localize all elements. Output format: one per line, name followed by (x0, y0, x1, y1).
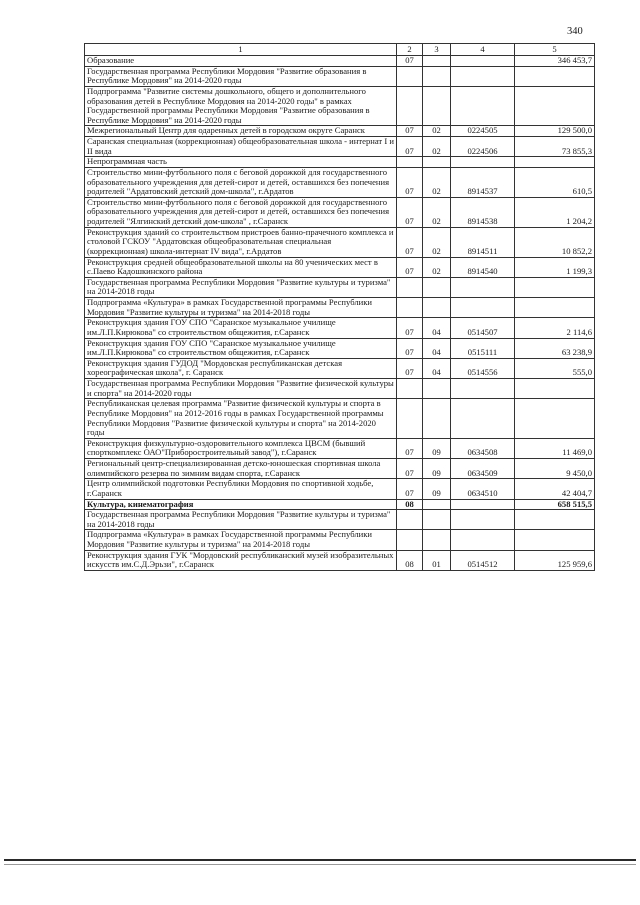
row-subsection: 09 (423, 438, 451, 458)
row-subsection: 02 (423, 227, 451, 257)
table-row (85, 227, 595, 257)
row-section (397, 530, 423, 550)
row-amount (515, 510, 595, 530)
row-amount: 10 852,2 (515, 227, 595, 257)
table-row (85, 530, 595, 550)
row-section: 07 (397, 257, 423, 277)
row-name: Республиканская целевая программа "Развитие физической культуры и спорта в Республике Мордовия" на 2012-2016 годы в рамках Государственной программы Республики Мордовия "Развитие физической культуры и спорта" на 2014-2020 годы (85, 399, 397, 439)
row-name: Реконструкция физкультурно-оздоровительного комплекса ЦВСМ (бывший спорткомплекс ОАО"Приборостроительный завод"), г.Саранск (85, 438, 397, 458)
row-subsection: 01 (423, 550, 451, 570)
row-subsection (423, 510, 451, 530)
row-subsection (423, 56, 451, 67)
row-subsection (423, 157, 451, 168)
table-row (85, 56, 595, 67)
table-row (85, 479, 595, 499)
row-amount: 2 114,6 (515, 318, 595, 338)
table-row (85, 298, 595, 318)
row-subsection (423, 86, 451, 126)
row-name: Реконструкция здания ГОУ СПО "Саранское музыкальное училище им.Л.П.Кирюкова" со строительством общежития, г.Саранск (85, 338, 397, 358)
row-section: 08 (397, 499, 423, 510)
scan-edge-line-faint (4, 864, 636, 865)
row-target-code (451, 510, 515, 530)
row-section (397, 399, 423, 439)
row-name: Межрегиональный Центр для одаренных детей в городском округе Саранск (85, 126, 397, 137)
table-row (85, 157, 595, 168)
row-amount (515, 277, 595, 297)
row-amount: 1 204,2 (515, 197, 595, 227)
row-section (397, 379, 423, 399)
row-target-code: 0634509 (451, 459, 515, 479)
row-target-code (451, 530, 515, 550)
row-target-code: 0514512 (451, 550, 515, 570)
table-row (85, 379, 595, 399)
row-name: Реконструкция здания ГУДОД "Мордовская республиканская детская хореографическая школа", г. Саранск (85, 358, 397, 378)
row-section: 07 (397, 479, 423, 499)
header-col-2: 2 (397, 44, 423, 56)
row-subsection (423, 399, 451, 439)
header-col-1: 1 (85, 44, 397, 56)
row-amount: 9 450,0 (515, 459, 595, 479)
row-amount (515, 298, 595, 318)
row-amount: 11 469,0 (515, 438, 595, 458)
table-row (85, 126, 595, 137)
row-target-code (451, 499, 515, 510)
row-subsection (423, 499, 451, 510)
row-section: 08 (397, 550, 423, 570)
row-name: Реконструкция зданий со строительством пристроев банно-прачечного комплекса и столовой ГСКОУ "Ардатовская общеобразовательная специальная (коррекционная) школа-интернат IV вида", г.Ардатов (85, 227, 397, 257)
row-section (397, 86, 423, 126)
row-target-code: 0514507 (451, 318, 515, 338)
row-target-code: 0514556 (451, 358, 515, 378)
row-subsection: 02 (423, 137, 451, 157)
row-subsection: 09 (423, 459, 451, 479)
row-section: 07 (397, 358, 423, 378)
row-subsection: 02 (423, 126, 451, 137)
row-subsection: 09 (423, 479, 451, 499)
table-row (85, 167, 595, 197)
row-name: Саранская специальная (коррекционная) общеобразовательная школа - интернат I и II вида (85, 137, 397, 157)
row-subsection (423, 66, 451, 86)
row-amount: 610,5 (515, 167, 595, 197)
row-name: Реконструкция здания ГУК "Мордовский республиканский музей изобразительных искусств им.С.Д.Эрьзи", г.Саранск (85, 550, 397, 570)
row-name: Непрограммная часть (85, 157, 397, 168)
row-amount (515, 379, 595, 399)
row-section (397, 277, 423, 297)
row-target-code: 0515111 (451, 338, 515, 358)
row-subsection (423, 379, 451, 399)
row-section: 07 (397, 167, 423, 197)
row-name: Подпрограмма «Культура» в рамках Государственной программы Республики Мордовия "Развитие культуры и туризма" на 2014-2018 годы (85, 530, 397, 550)
row-subsection (423, 530, 451, 550)
row-subsection: 04 (423, 358, 451, 378)
row-target-code (451, 66, 515, 86)
table-row (85, 86, 595, 126)
row-target-code: 0634508 (451, 438, 515, 458)
table-row (85, 338, 595, 358)
row-section (397, 298, 423, 318)
row-amount: 1 199,3 (515, 257, 595, 277)
row-section: 07 (397, 438, 423, 458)
row-target-code: 0224506 (451, 137, 515, 157)
row-section: 07 (397, 126, 423, 137)
table-row (85, 66, 595, 86)
row-section: 07 (397, 459, 423, 479)
table-row (85, 197, 595, 227)
row-amount (515, 530, 595, 550)
row-name: Образование (85, 56, 397, 67)
table-row (85, 459, 595, 479)
row-subsection: 02 (423, 257, 451, 277)
table-row (85, 438, 595, 458)
row-name: Подпрограмма «Культура» в рамках Государственной программы Республики Мордовия "Развитие культуры и туризма" на 2014-2018 годы (85, 298, 397, 318)
row-name: Строительство мини-футбольного поля с беговой дорожкой для государственного образовательного учреждения для детей-сирот и детей, оставшихся без попечения родителей "Ялгинский детский дом-школа" , г.Саранск (85, 197, 397, 227)
table-row (85, 358, 595, 378)
row-section (397, 66, 423, 86)
row-amount (515, 399, 595, 439)
row-name: Региональный центр-специализированная детско-юношеская спортивная школа олимпийского резерва по зимним видам спорта, г.Саранск (85, 459, 397, 479)
row-target-code: 8914511 (451, 227, 515, 257)
row-target-code (451, 157, 515, 168)
row-target-code (451, 86, 515, 126)
table-row (85, 510, 595, 530)
row-target-code (451, 298, 515, 318)
table-row (85, 137, 595, 157)
row-amount: 658 515,5 (515, 499, 595, 510)
row-amount: 125 959,6 (515, 550, 595, 570)
row-section (397, 510, 423, 530)
row-subsection: 02 (423, 167, 451, 197)
row-amount: 42 404,7 (515, 479, 595, 499)
row-name: Реконструкция средней общеобразовательной школы на 80 ученических мест в с.Паево Кадошкинского района (85, 257, 397, 277)
table-row (85, 277, 595, 297)
table-row (85, 550, 595, 570)
row-amount: 555,0 (515, 358, 595, 378)
header-col-4: 4 (451, 44, 515, 56)
row-section: 07 (397, 338, 423, 358)
row-name: Государственная программа Республики Мордовия "Развитие физической культуры и спорта" на 2014-2020 годы (85, 379, 397, 399)
table-row (85, 318, 595, 338)
header-col-3: 3 (423, 44, 451, 56)
table-row (85, 399, 595, 439)
row-name: Государственная программа Республики Мордовия "Развитие образования в Республике Мордовия" на 2014-2020 годы (85, 66, 397, 86)
row-target-code (451, 399, 515, 439)
row-name: Подпрограмма "Развитие системы дошкольного, общего и дополнительного образования детей в Республике Мордовия на 2014-2020 годы" в рамках Государственной программы Республики Мордовия "Развитие образования в Республике Мордовия" на 2014-2020 годы (85, 86, 397, 126)
row-target-code: 8914540 (451, 257, 515, 277)
row-amount: 63 238,9 (515, 338, 595, 358)
row-target-code: 8914537 (451, 167, 515, 197)
row-amount (515, 66, 595, 86)
row-amount (515, 86, 595, 126)
row-amount: 73 855,3 (515, 137, 595, 157)
row-section: 07 (397, 318, 423, 338)
row-target-code: 0224505 (451, 126, 515, 137)
budget-table (84, 43, 595, 571)
row-name: Государственная программа Республики Мордовия "Развитие культуры и туризма" на 2014-2018 годы (85, 510, 397, 530)
row-section: 07 (397, 227, 423, 257)
row-section: 07 (397, 137, 423, 157)
table-row (85, 499, 595, 510)
row-section: 07 (397, 197, 423, 227)
row-amount: 129 500,0 (515, 126, 595, 137)
row-subsection (423, 277, 451, 297)
row-subsection (423, 298, 451, 318)
table-row (85, 257, 595, 277)
row-name: Реконструкция здания ГОУ СПО "Саранское музыкальное училище им.Л.П.Кирюкова" со строительством общежития, г.Саранск (85, 318, 397, 338)
header-col-5: 5 (515, 44, 595, 56)
row-name: Центр олимпийской подготовки Республики Мордовия по спортивной ходьбе, г.Саранск (85, 479, 397, 499)
row-target-code (451, 56, 515, 67)
row-amount (515, 157, 595, 168)
row-name: Строительство мини-футбольного поля с беговой дорожкой для государственного образовательного учреждения для детей-сирот и детей, оставшихся без попечения родителей "Ардатовский детский дом-школа", г.Ардатов (85, 167, 397, 197)
row-subsection: 04 (423, 318, 451, 338)
row-target-code (451, 379, 515, 399)
row-target-code: 8914538 (451, 197, 515, 227)
row-section (397, 157, 423, 168)
row-subsection: 02 (423, 197, 451, 227)
row-name: Государственная программа Республики Мордовия "Развитие культуры и туризма" на 2014-2018 годы (85, 277, 397, 297)
row-name: Культура, кинематография (85, 499, 397, 510)
row-target-code (451, 277, 515, 297)
row-target-code: 0634510 (451, 479, 515, 499)
scan-edge-line (4, 859, 636, 861)
row-section: 07 (397, 56, 423, 67)
page-number: 340 (567, 26, 583, 37)
header-row (85, 44, 595, 56)
row-subsection: 04 (423, 338, 451, 358)
row-amount: 346 453,7 (515, 56, 595, 67)
